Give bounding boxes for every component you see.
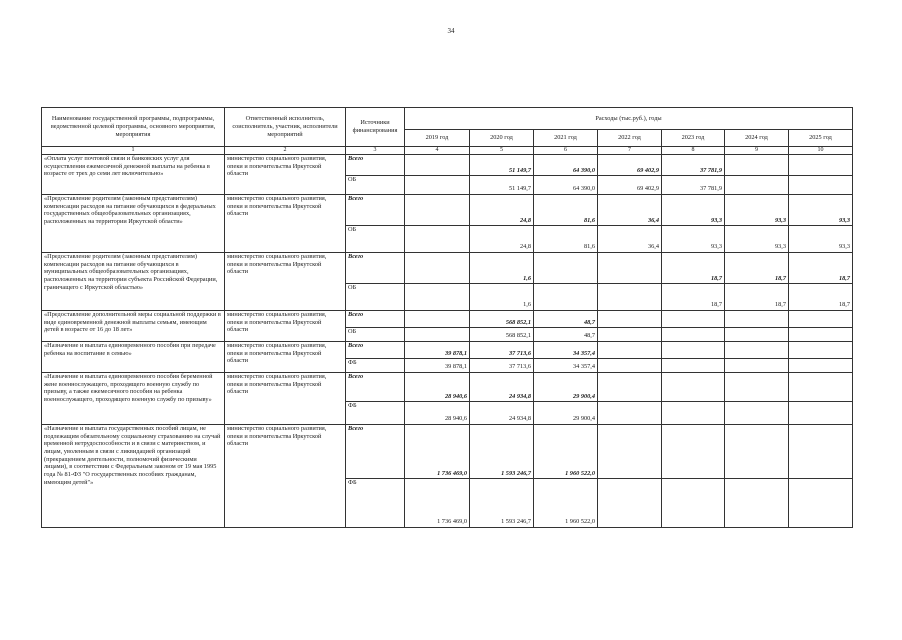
budget-value: 69 402,9: [598, 176, 662, 195]
column-index: 4: [405, 147, 470, 155]
source-total-label: Всего: [346, 195, 405, 226]
budget-value: 37 781,9: [662, 176, 725, 195]
measure-name: «Назначение и выплата единовременного пособия при передаче ребенка на воспитание в семью»: [42, 342, 225, 373]
budget-value: 64 390,0: [534, 176, 598, 195]
budget-value: 81,6: [534, 226, 598, 253]
total-value: [662, 425, 725, 479]
column-index: 3: [346, 147, 405, 155]
table-row: [42, 311, 853, 328]
budget-value: 93,3: [789, 226, 853, 253]
budget-value: [725, 479, 789, 528]
total-value: [405, 155, 470, 176]
total-value: 34 357,4: [534, 342, 598, 359]
budget-value: 48,7: [534, 328, 598, 342]
total-value: [789, 155, 853, 176]
header-year: 2019 год: [405, 130, 470, 147]
total-value: [598, 425, 662, 479]
budget-value: 1 593 246,7: [470, 479, 534, 528]
budget-value: 39 878,1: [405, 359, 470, 373]
budget-value: [725, 176, 789, 195]
total-value: [598, 342, 662, 359]
budget-value: [534, 284, 598, 311]
source-total-label: Всего: [346, 311, 405, 328]
header-expenses: Расходы (тыс.руб.), годы: [405, 108, 853, 130]
budget-value: [789, 328, 853, 342]
table-row: [42, 373, 853, 402]
total-value: 48,7: [534, 311, 598, 328]
total-value: [789, 425, 853, 479]
total-value: 24,8: [470, 195, 534, 226]
budget-value: 568 852,1: [470, 328, 534, 342]
budget-value: [662, 402, 725, 425]
header-year: 2023 год: [662, 130, 725, 147]
budget-value: [789, 402, 853, 425]
total-value: 64 390,0: [534, 155, 598, 176]
measure-executor: министерство социального развития, опеки и попечительства Иркутской области: [225, 311, 346, 342]
column-index: 7: [598, 147, 662, 155]
measure-name: «Предоставление родителям (законным представителям) компенсации расходов на питание обучающихся в федеральных государственных общеобразовательных организациях, расположенных на территории Иркутской области»: [42, 195, 225, 253]
page-number: 34: [447, 27, 455, 35]
header-name: Наименование государственной программы, подпрограммы, ведомственной целевой программы, основного мероприятия, мероприятия: [42, 108, 225, 147]
total-value: 1 736 469,0: [405, 425, 470, 479]
source-budget-label: ОБ: [346, 226, 405, 253]
measure-executor: министерство социального развития, опеки и попечительства Иркутской области: [225, 373, 346, 425]
header-year: 2022 год: [598, 130, 662, 147]
measure-name: «Предоставление дополнительной меры социальной поддержки в виде единовременной денежной выплаты семьям, имеющим детей в возрасте от 16 до 18 лет»: [42, 311, 225, 342]
budget-value: [598, 479, 662, 528]
budget-value: [598, 328, 662, 342]
budget-value: 36,4: [598, 226, 662, 253]
measure-name: «Назначение и выплата единовременного пособия беременной жене военнослужащего, проходящего военную службу по призыву, а также ежемесячного пособия на ребенка военнослужащего, проходящего военную службу по призыву»: [42, 373, 225, 425]
measure-executor: министерство социального развития, опеки и попечительства Иркутской области: [225, 253, 346, 311]
budget-value: [789, 359, 853, 373]
table-row: [42, 425, 853, 479]
total-value: 568 852,1: [470, 311, 534, 328]
budget-value: [725, 402, 789, 425]
column-index: 6: [534, 147, 598, 155]
column-index: 8: [662, 147, 725, 155]
total-value: 36,4: [598, 195, 662, 226]
budget-value: 18,7: [662, 284, 725, 311]
budget-value: 1 736 469,0: [405, 479, 470, 528]
budget-value: [598, 359, 662, 373]
source-budget-label: ОБ: [346, 328, 405, 342]
total-value: [405, 311, 470, 328]
column-index: 10: [789, 147, 853, 155]
expenses-table: [41, 107, 853, 528]
total-value: [662, 373, 725, 402]
budget-value: 34 357,4: [534, 359, 598, 373]
column-index: 2: [225, 147, 346, 155]
total-value: 1 593 246,7: [470, 425, 534, 479]
total-value: 51 149,7: [470, 155, 534, 176]
budget-value: 18,7: [789, 284, 853, 311]
budget-value: 51 149,7: [470, 176, 534, 195]
total-value: [725, 155, 789, 176]
budget-value: [405, 226, 470, 253]
total-value: [725, 342, 789, 359]
budget-value: 29 900,4: [534, 402, 598, 425]
total-value: [662, 311, 725, 328]
total-value: [534, 253, 598, 284]
header-source: Источники финансирования: [346, 108, 405, 147]
budget-value: 24 934,8: [470, 402, 534, 425]
source-total-label: Всего: [346, 342, 405, 359]
budget-value: [405, 284, 470, 311]
table-row: [42, 155, 853, 176]
source-budget-label: ФБ: [346, 359, 405, 373]
budget-value: 1 960 522,0: [534, 479, 598, 528]
total-value: 69 402,9: [598, 155, 662, 176]
column-index: 1: [42, 147, 225, 155]
table-row: [42, 253, 853, 284]
measure-executor: министерство социального развития, опеки и попечительства Иркутской области: [225, 195, 346, 253]
budget-value: [598, 402, 662, 425]
budget-value: 18,7: [725, 284, 789, 311]
header-executor: Ответственный исполнитель, соисполнитель, участник, исполнители мероприятий: [225, 108, 346, 147]
total-value: [405, 253, 470, 284]
budget-value: 28 940,6: [405, 402, 470, 425]
budget-value: [725, 359, 789, 373]
budget-value: 93,3: [662, 226, 725, 253]
total-value: [789, 342, 853, 359]
budget-value: [789, 176, 853, 195]
budget-value: [662, 479, 725, 528]
total-value: [789, 311, 853, 328]
column-index: 5: [470, 147, 534, 155]
total-value: [789, 373, 853, 402]
budget-value: [789, 479, 853, 528]
measure-executor: министерство социального развития, опеки и попечительства Иркутской области: [225, 342, 346, 373]
source-total-label: Всего: [346, 425, 405, 479]
budget-value: [405, 176, 470, 195]
total-value: 93,3: [789, 195, 853, 226]
source-budget-label: ФБ: [346, 479, 405, 528]
source-budget-label: ОБ: [346, 176, 405, 195]
source-total-label: Всего: [346, 155, 405, 176]
source-budget-label: ОБ: [346, 284, 405, 311]
total-value: [725, 311, 789, 328]
budget-value: 1,6: [470, 284, 534, 311]
total-value: [598, 373, 662, 402]
total-value: [598, 253, 662, 284]
total-value: 37 781,9: [662, 155, 725, 176]
source-total-label: Всего: [346, 373, 405, 402]
header-year: 2025 год: [789, 130, 853, 147]
total-value: 29 900,4: [534, 373, 598, 402]
measure-name: «Оплата услуг почтовой связи и банковских услуг для осуществления ежемесячной денежной выплаты на ребенка в возрасте от трех до семи лет включительно»: [42, 155, 225, 195]
measure-name: «Назначение и выплата государственных пособий лицам, не подлежащим обязательному социальному страхованию на случай временной нетрудоспособности и в связи с материнством, и лицам, уволенным в связи с ликвидацией организаций (прекращением деятельности, полномочий физическими лицами), в соответствии с Федеральным законом от 19 мая 1995 года № 81-ФЗ "О государственных пособиях гражданам, имеющим детей"»: [42, 425, 225, 528]
budget-value: [662, 359, 725, 373]
total-value: 1 960 522,0: [534, 425, 598, 479]
total-value: 18,7: [789, 253, 853, 284]
budget-value: 24,8: [470, 226, 534, 253]
budget-value: [725, 328, 789, 342]
column-index: 9: [725, 147, 789, 155]
total-value: 28 940,6: [405, 373, 470, 402]
budget-value: [405, 328, 470, 342]
source-budget-label: ФБ: [346, 402, 405, 425]
table-row: [42, 195, 853, 226]
header-year: 2024 год: [725, 130, 789, 147]
total-value: 81,6: [534, 195, 598, 226]
source-total-label: Всего: [346, 253, 405, 284]
budget-value: [598, 284, 662, 311]
total-value: 18,7: [662, 253, 725, 284]
total-value: [725, 373, 789, 402]
measure-executor: министерство социального развития, опеки и попечительства Иркутской области: [225, 155, 346, 195]
total-value: 37 713,6: [470, 342, 534, 359]
total-value: 18,7: [725, 253, 789, 284]
header-year: 2021 год: [534, 130, 598, 147]
table-body: [42, 155, 853, 528]
total-value: 1,6: [470, 253, 534, 284]
total-value: 93,3: [725, 195, 789, 226]
total-value: 39 878,1: [405, 342, 470, 359]
total-value: 24 934,8: [470, 373, 534, 402]
column-index-row: [42, 147, 853, 155]
header-year: 2020 год: [470, 130, 534, 147]
table-row: [42, 342, 853, 359]
total-value: [725, 425, 789, 479]
total-value: [662, 342, 725, 359]
budget-value: 93,3: [725, 226, 789, 253]
measure-name: «Предоставление родителям (законным представителям) компенсации расходов на питание обучающихся в муниципальных общеобразовательных организациях, расположенных на территории субъекта Российской Федерации, граничащего с Иркутской областью»: [42, 253, 225, 311]
total-value: [405, 195, 470, 226]
total-value: [598, 311, 662, 328]
budget-value: [662, 328, 725, 342]
budget-value: 37 713,6: [470, 359, 534, 373]
measure-executor: министерство социального развития, опеки и попечительства Иркутской области: [225, 425, 346, 528]
total-value: 93,3: [662, 195, 725, 226]
